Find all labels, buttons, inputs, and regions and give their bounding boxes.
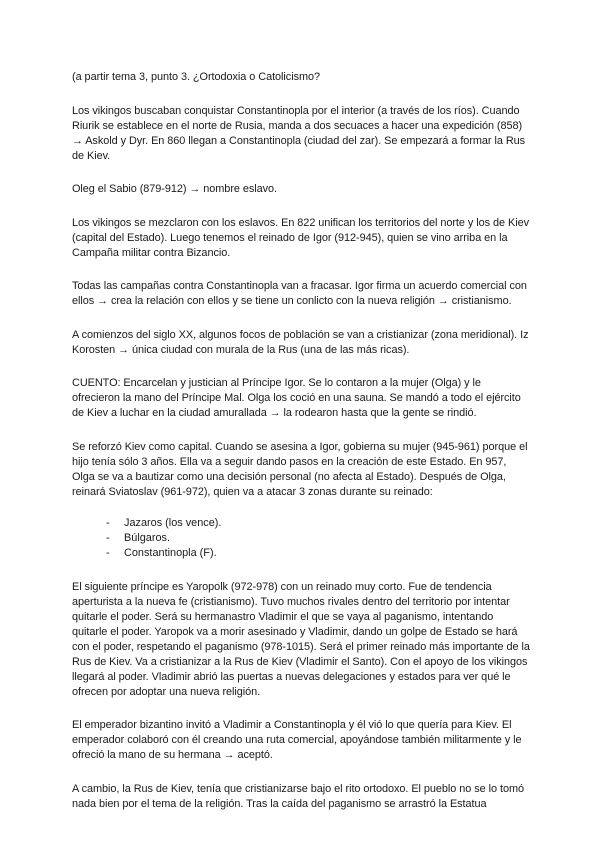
paragraph-olga: Se reforzó Kiev como capital. Cuando se asesina a Igor, gobierna su mujer (945-961) porque el hijo tenía sólo 3 años. Ella va a seguir dando pasos en la creación de este Estado. En 957, Olga se va a bautizar como una decisión personal (no afecta al Estado). Después de Olga, reinará Sviatoslav (961-972), quien va a atacar 3 zonas durante su reinado: <box>72 440 528 498</box>
paragraph-emperador: El emperador bizantino invitó a Vladimir a Constantinopla y él vió lo que quería para Kiev. El emperador colaboró con él creando una ruta comercial, apoyándose también militarmente y le ofreció la mano de su hermana → aceptó. <box>72 719 522 761</box>
paragraph-title-note: (a partir tema 3, punto 3. ¿Ortodoxia o Catolicismo? <box>72 71 320 83</box>
paragraph-campanas: Todas las campañas contra Constantinopla van a fracasar. Igor firma un acuerdo comercial con ellos → crea la relación con ellos y se tiene un conlicto con la nueva religión → cristianismo. <box>72 280 527 307</box>
paragraph-vikingos: Los vikingos buscaban conquistar Constantinopla por el interior (a través de los ríos). Cuando Riurik se establece en el norte de Rusia, manda a dos secuaces a hacer una expedición (858) → Askold y Dyr. En 860 llegan a Constantinopla (ciudad del zar). Se empezará a formar la Rus de Kiev. <box>72 104 526 162</box>
list-item: - Búlgaros. <box>106 531 530 546</box>
paragraph-yaropolk: El siguiente príncipe es Yaropolk (972-978) con un reinado muy corto. Fue de tendencia aperturista a la nueva fe (cristianismo). Tuvo muchos rivales dentro del territorio por intentar quitarle el poder. Será su hermanastro Vladimir el que se vaya al paganismo, intentando quitarle el poder. Yaropok va a morir asesinado y Vladimir, dando un golpe de Estado se hará con el poder, respetando el paganismo (978-1015). Será el primer reinado más importante de la Rus de Kiev. Va a cristianizar a la Rus de Kiev (Vladimir el Santo). Con el apoyo de los vikingos llegará al poder. Vladimir abrió las puertas a nuevas delegaciones y estados para ver qué le ofrecen por adoptar una nueva religión. <box>72 580 530 698</box>
bullet-list <box>72 516 530 561</box>
list-item: - Jazaros (los vence). <box>106 516 530 531</box>
paragraph-cambio: A cambio, la Rus de Kiev, tenía que cristianizarse bajo el rito ortodoxo. El pueblo no se lo tomó nada bien por el tema de la religión. Tras la caída del paganismo se arrastró la Estatua <box>72 782 525 810</box>
paragraph-eslavos: Los vikingos se mezclaron con los eslavos. En 822 unifican los territorios del norte y los de Kiev (capital del Estado). Luego tenemos el reinado de Igor (912-945), quien se vino arriba en la Campaña militar contra Bizancio. <box>72 216 529 259</box>
paragraph-oleg: Oleg el Sabio (879-912) → nombre eslavo. <box>72 183 278 195</box>
list-item: - Constantinopla (F). <box>106 546 530 561</box>
paragraph-siglo: A comienzos del siglo XX, algunos focos de población se van a cristianizar (zona meridional). Iz Korosten → única ciudad con murala de la Rus (una de las más ricas). <box>72 328 529 356</box>
paragraph-cuento: CUENTO: Encarcelan y justician al Príncipe Igor. Se lo contaron a la mujer (Olga) y le ofrecieron la mano del Príncipe Mal. Olga los coció en una sauna. Se mandó a todo el ejército de Kiev a luchar en la ciudad amurallada → la rodearon hasta que la gente se rindió. <box>72 377 521 419</box>
